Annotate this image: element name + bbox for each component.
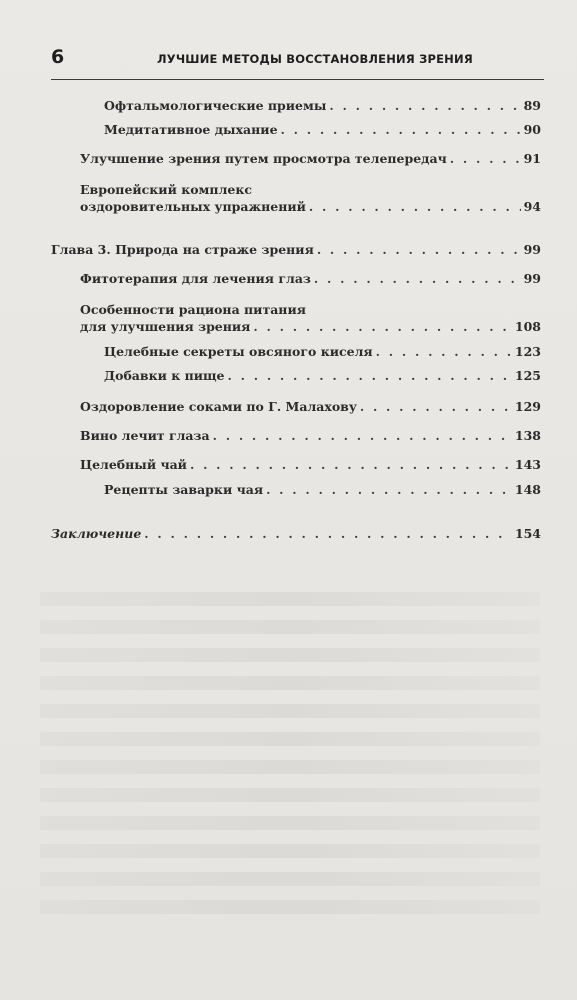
leader-dots [253, 321, 511, 334]
toc-entry-title-line1: Европейский комплекс [80, 182, 252, 197]
toc-entry-page: 99 [523, 242, 541, 257]
toc-entry-page: 89 [523, 98, 541, 113]
running-title: ЛУЧШИЕ МЕТОДЫ ВОССТАНОВЛЕНИЯ ЗРЕНИЯ [157, 52, 473, 66]
toc-entry-page: 94 [523, 199, 541, 214]
page-number: 6 [51, 46, 65, 68]
toc-entry[interactable] [80, 201, 541, 214]
toc-entry-title: Глава 3. Природа на страже зрения [51, 242, 314, 257]
toc-entry-title: Медитативное дыхание [104, 122, 278, 137]
toc-entry-page: 138 [514, 428, 541, 443]
leader-dots [376, 346, 512, 359]
toc-entry-page: 129 [514, 399, 541, 414]
toc-entry-title: Фитотерапия для лечения глаз [80, 271, 311, 286]
leader-dots [190, 459, 512, 472]
toc-entry[interactable] [80, 273, 541, 286]
leader-dots [329, 100, 520, 113]
toc-entry[interactable] [104, 100, 541, 113]
leader-dots [309, 201, 521, 214]
toc-entry-title: Улучшение зрения путем просмотра телепередач [80, 151, 447, 166]
leader-dots [281, 124, 521, 137]
toc-entry-page: 154 [514, 526, 541, 541]
toc-entry[interactable] [80, 430, 541, 443]
toc-entry[interactable] [104, 124, 541, 137]
toc-entry-title: Добавки к пище [104, 368, 225, 383]
toc-entry-title: Заключение [51, 526, 142, 541]
toc-entry-page: 143 [514, 457, 541, 472]
toc-conclusion[interactable] [51, 528, 541, 541]
toc-entry-title: Оздоровление соками по Г. Малахову [80, 399, 357, 414]
toc-entry-title: Вино лечит глаза [80, 428, 210, 443]
toc-entry[interactable] [80, 153, 541, 166]
toc-entry-page: 99 [523, 271, 541, 286]
toc-entry[interactable] [80, 401, 541, 414]
toc-entry-page: 148 [514, 482, 541, 497]
toc-entry-page: 108 [514, 319, 541, 334]
leader-dots [266, 484, 512, 497]
toc-entry[interactable] [104, 484, 541, 497]
leader-dots [144, 528, 512, 541]
leader-dots [228, 370, 512, 383]
toc-entry-title-line1: Особенности рациона питания [80, 302, 306, 317]
toc-entry-page: 90 [523, 122, 541, 137]
leader-dots [317, 244, 521, 257]
toc-entry[interactable] [104, 370, 541, 383]
toc-entry-page: 91 [523, 151, 541, 166]
toc-chapter[interactable] [51, 244, 541, 257]
toc-entry-page: 123 [514, 344, 541, 359]
toc-entry-title: Целебный чай [80, 457, 187, 472]
toc-entry-title: оздоровительных упражнений [80, 199, 306, 214]
toc-entry-title: для улучшения зрения [80, 319, 251, 334]
leader-dots [450, 153, 521, 166]
toc-entry-title: Рецепты заварки чая [104, 482, 264, 497]
toc-entry-title: Офтальмологические приемы [104, 98, 327, 113]
toc-entry-page: 125 [514, 368, 541, 383]
leader-dots [360, 401, 512, 414]
leader-dots [213, 430, 512, 443]
toc-entry[interactable] [104, 346, 541, 359]
toc-entry[interactable] [80, 321, 541, 334]
toc-entry-title: Целебные секреты овсяного киселя [104, 344, 373, 359]
leader-dots [314, 273, 521, 286]
toc-entry[interactable] [80, 459, 541, 472]
